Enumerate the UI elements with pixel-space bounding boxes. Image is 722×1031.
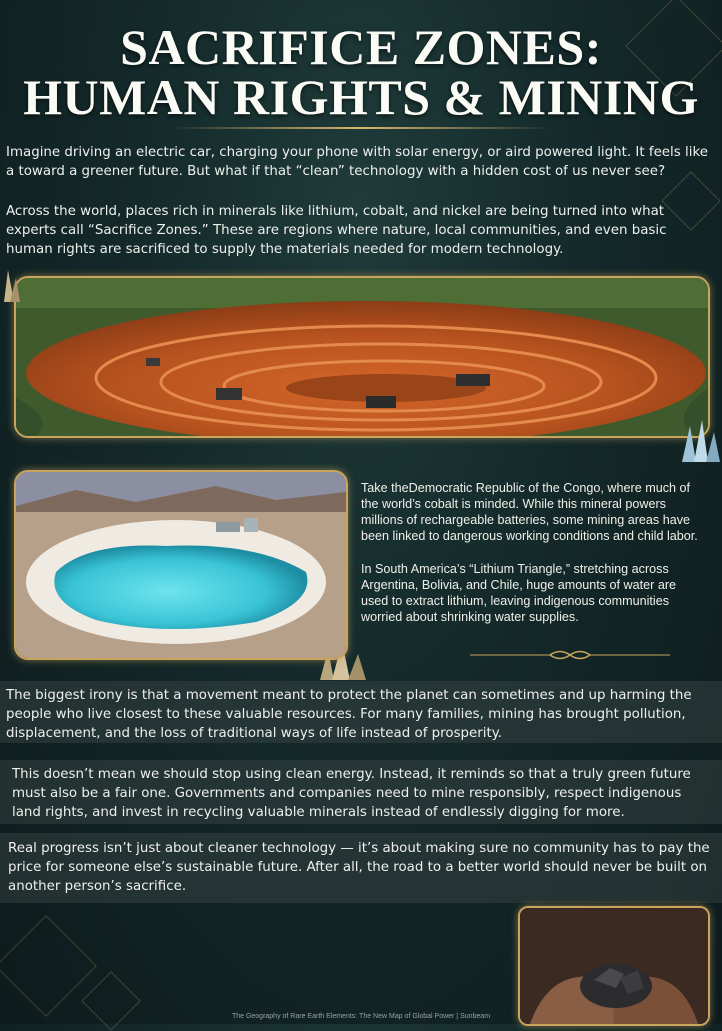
open-pit-mine-image [14,276,710,438]
hands-holding-ore-image [518,906,710,1026]
crystal-cluster-icon [0,262,22,302]
open-pit-mine-illustration [16,278,708,436]
footer-credit: The Geography of Rare Earth Elements: The New Map of Global Power | Sunbeam [231,1013,491,1020]
lithium-evaporation-pond-image [14,470,348,660]
decorative-facet [81,971,140,1030]
congo-paragraph: Take theDemocratic Republic of the Congo, where much of the world’s cobalt is minded. While this mineral powers millions of rechargeable batteries, some mining areas have been linked to dangerous working conditions and child labor. [361,481,698,543]
title-divider [170,127,552,129]
irony-paragraph: The biggest irony is that a movement meant to protect the planet can sometimes and up harming the people who live closest to these valuable resources. For many families, mining has brought pollution, displacement, and the loss of traditional ways of life instead of prosperity. [6,688,692,741]
intro-paragraph-1: Imagine driving an electric car, charging your phone with solar energy, or aird powered light. It feels like a toward a greener future. But what if that “clean” technology with a hidden cost of us never see? [6,145,708,179]
crystal-cluster-icon [676,418,722,464]
lithium-pond-illustration [16,472,346,658]
clean-energy-paragraph: This doesn’t mean we should stop using clean energy. Instead, it reminds so that a truly green future must also be a fair one. Governments and companies need to mine responsibly, respect indigenous land rights, and invest in recycling valuable minerals instead of endlessly digging for more. [12,767,691,820]
title-line-1: SACRIFICE ZONES: [120,19,602,75]
intro-paragraph-2: Across the world, places rich in minerals like lithium, cobalt, and nickel are being turned into what experts call “Sacrifice Zones.” These are regions where nature, local communities, and even basic human rights are sacrificed to supply the materials needed for modern technology. [6,204,667,257]
conclusion-paragraph: Real progress isn’t just about cleaner technology — it’s about making sure no community has to pay the price for someone else’s sustainable future. After all, the road to a better world should never be built on another person’s sacrifice. [8,841,710,894]
flourish-ornament-icon [470,648,670,662]
title-line-2: HUMAN RIGHTS & MINING [23,69,699,125]
lithium-triangle-paragraph: In South America’s “Lithium Triangle,” stretching across Argentina, Bolivia, and Chile, huge amounts of water are used to extract lithium, leaving indigenous communities worried about shrinking water supplies. [361,562,677,624]
hands-ore-illustration [520,908,708,1024]
page-title [0,19,722,125]
